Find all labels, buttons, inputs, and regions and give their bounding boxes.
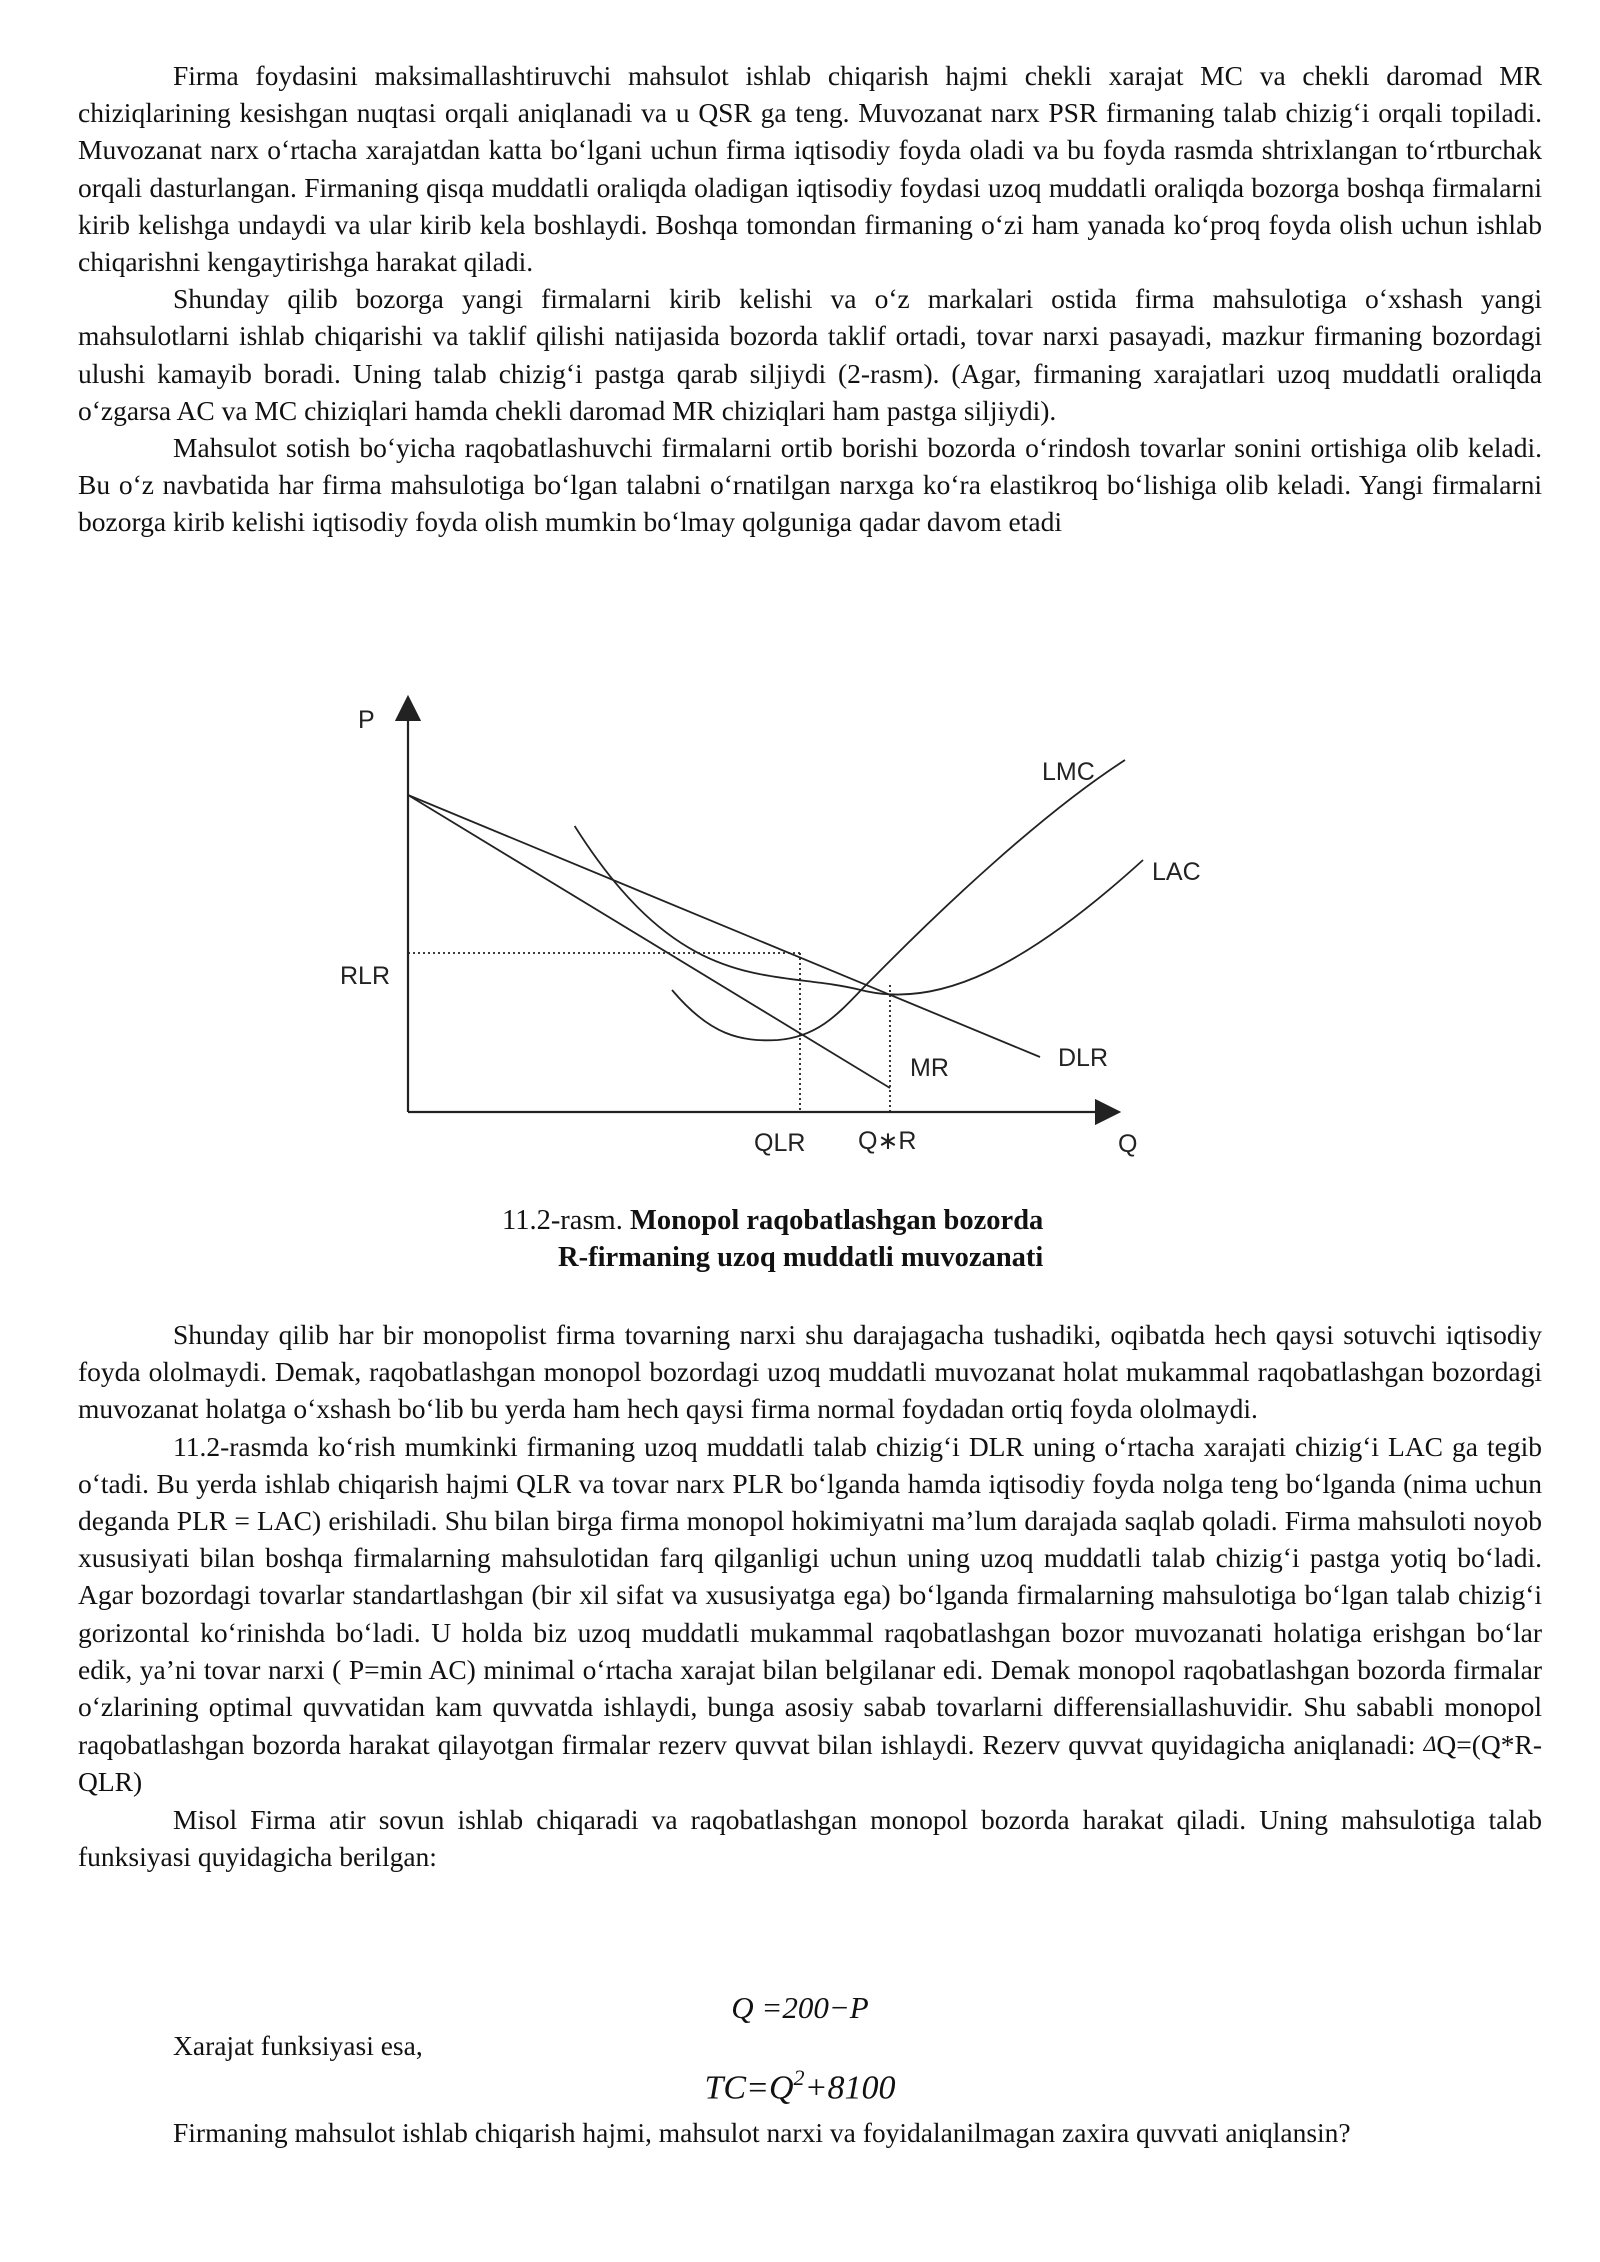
rlr-label: RLR [340, 962, 391, 990]
paragraph-text: 11.2-rasmda ko‘rish mumkinki firmaning uzoq muddatli talab chizig‘i DLR uning o‘rtacha xarajati chizig‘i LAC ga tegib o‘tadi. Bu yerda ishlab chiqarish hajmi QLR va tovar narx PLR bo‘lganda hamda iqtisodiy foyda nolga teng bo‘lganda (nima uchun deganda PLR = LAC) erishiladi. Shu bilan birga firma monopol hokimiyatni ma’lum darajada saqlab qoladi. Firma mahsuloti noyob xususiyati bilan boshqa firmalarning mahsulotidan farq qilganligi uchun uning uzoq muddatli talab chizig‘i pastga yotiq bo‘ladi. Agar bozordagi tovarlar standartlashgan (bir xil sifat va xususiyatga ega) bo‘lganda firmalarning mahsulotiga bo‘lgan talab chizig‘i gorizontal ko‘rinishda bo‘ladi. U holda biz uzoq muddatli mukammal raqobatlashgan bozor muvozanati holatiga erishgan bo‘lar edik, ya’ni tovar narxi ( P=min AC) minimal o‘rtacha xarajat bilan belgilanar edi. Demak monopol raqobatlashgan bozorda firmalar o‘zlarining optimal quvvatidan kam quvvatda ishlaydi, bunga asosiy sabab tovarlarni differensiallashuvidir. Shu sababli monopol raqobatlashgan bozorda harakat qilayotgan firmalar rezerv quvvat bilan ishlaydi. Rezerv quvvat quyidagicha aniqlanadi: [78, 1430, 1542, 1761]
paragraph: Misol Firma atir sovun ishlab chiqaradi va raqobatlashgan monopol bozorda harakat qiladi. Uning mahsulotiga talab funksiyasi quyidagicha berilgan: [78, 1803, 1542, 1872]
caption-line-1 [502, 1202, 1043, 1239]
paragraph: Shunday qilib bozorga yangi firmalarni kirib kelishi va o‘z markalari ostida firma mahsulotiga o‘xshash yangi mahsulotlarni ishlab chiqarishi va taklif qilishi natijasida bozorda taklif ortadi, tovar narxi pasayadi, mazkur firmaning bozordagi ulushi kamayib boradi. Uning talab chizig‘i pastga qarab siljiydi (2-rasm). (Agar, firmaning xarajatlari uzoq muddatli oraliqda o‘zgarsa AC va MC chiziqlari hamda chekli daromad MR chiziqlari ham pastga siljiydi). [78, 283, 1542, 426]
paragraph [78, 1428, 1542, 1801]
p-axis-label: P [358, 706, 375, 734]
text-block-end [78, 2114, 1542, 2151]
xarajat-line: Xarajat funksiyasi esa, [173, 2030, 423, 2061]
formula-cost-rest: +8100 [804, 2069, 896, 2107]
paragraph: Mahsulot sotish bo‘yicha raqobatlashuvchi firmalarni ortib borishi bozorda o‘rindosh tovarlar sonini ortishiga olib keladi. Bu o‘z navbatida har firma mahsulotiga bo‘lgan talabni o‘rnatilgan narxga ko‘ra elastikroq bo‘lishiga olib keladi. Yangi firmalarni bozorga kirib kelishi iqtisodiy foyda olish mumkin bo‘lmay qolguniga qadar davom etadi [78, 432, 1542, 538]
paragraph: Firmaning mahsulot ishlab chiqarish hajmi, mahsulot narxi va foyidalanilmagan zaxira quvvati aniqlansin? [173, 2117, 1351, 2148]
mr-line [408, 795, 890, 1088]
figure-11-2 [330, 700, 1201, 1170]
text-block-bottom [78, 1316, 1542, 1875]
dlr-line [408, 795, 1040, 1057]
lac-curve [575, 826, 1143, 995]
reserve-formula: Q=(Q*R-QLR) [78, 1729, 1542, 1798]
caption-title-1: Monopol raqobatlashgan bozorda [629, 1205, 1044, 1236]
caption-prefix: 11.2-rasm. [502, 1205, 630, 1236]
formula-cost [0, 2065, 1600, 2107]
formula-cost-base: TC=Q [704, 2069, 794, 2107]
dlr-label: DLR [1058, 1044, 1109, 1072]
delta-symbol: Δ [1423, 1731, 1437, 1757]
q-star-r-label: Q∗R [858, 1127, 917, 1155]
economics-diagram [330, 700, 1201, 1170]
mr-label: MR [910, 1054, 949, 1082]
paragraph: Shunday qilib har bir monopolist firma tovarning narxi shu darajagacha tushadiki, oqibatda hech qaysi sotuvchi iqtisodiy foyda ololmaydi. Demak, raqobatlashgan monopol bozordagi uzoq muddatli muvozanat holat mukammal raqobatlashgan bozordagi muvozanat holatga o‘xshash bo‘lib bu yerda ham hech qaysi firma normal foydadan ortiq foyda ololmaydi. [78, 1319, 1542, 1425]
lac-label: LAC [1152, 858, 1201, 886]
lmc-label: LMC [1042, 758, 1095, 786]
paragraph: Firma foydasini maksimallashtiruvchi mahsulot ishlab chiqarish hajmi chekli xarajat MC va chekli daromad MR chiziqlarining kesishgan nuqtasi orqali aniqlanadi va u QSR ga teng. Muvozanat narx PSR firmaning talab chizig‘i orqali topiladi. Muvozanat narx o‘rtacha xarajatdan katta bo‘lgani uchun firma iqtisodiy foyda oladi va bu foyda rasmda shtrixlangan to‘rtburchak orqali dasturlangan. Firmaning qisqa muddatli oraliqda oladigan iqtisodiy foydasi uzoq muddatli oraliqda bozorga boshqa firmalarni kirib kelishga undaydi va ular kirib kela boshlaydi. Boshqa tomondan firmaning o‘zi ham yanada ko‘proq foyda olish uchun ishlab chiqarishni kengaytirishga harakat qiladi. [78, 60, 1542, 278]
text-block-top [78, 57, 1542, 541]
qlr-label: QLR [754, 1129, 806, 1157]
formula-demand: Q =200−P [731, 1990, 869, 2025]
formula-cost-exponent: 2 [793, 2065, 805, 2090]
caption-title-2: R-firmaning uzoq muddatli muvozanati [558, 1242, 1044, 1273]
q-axis-label: Q [1118, 1130, 1138, 1158]
